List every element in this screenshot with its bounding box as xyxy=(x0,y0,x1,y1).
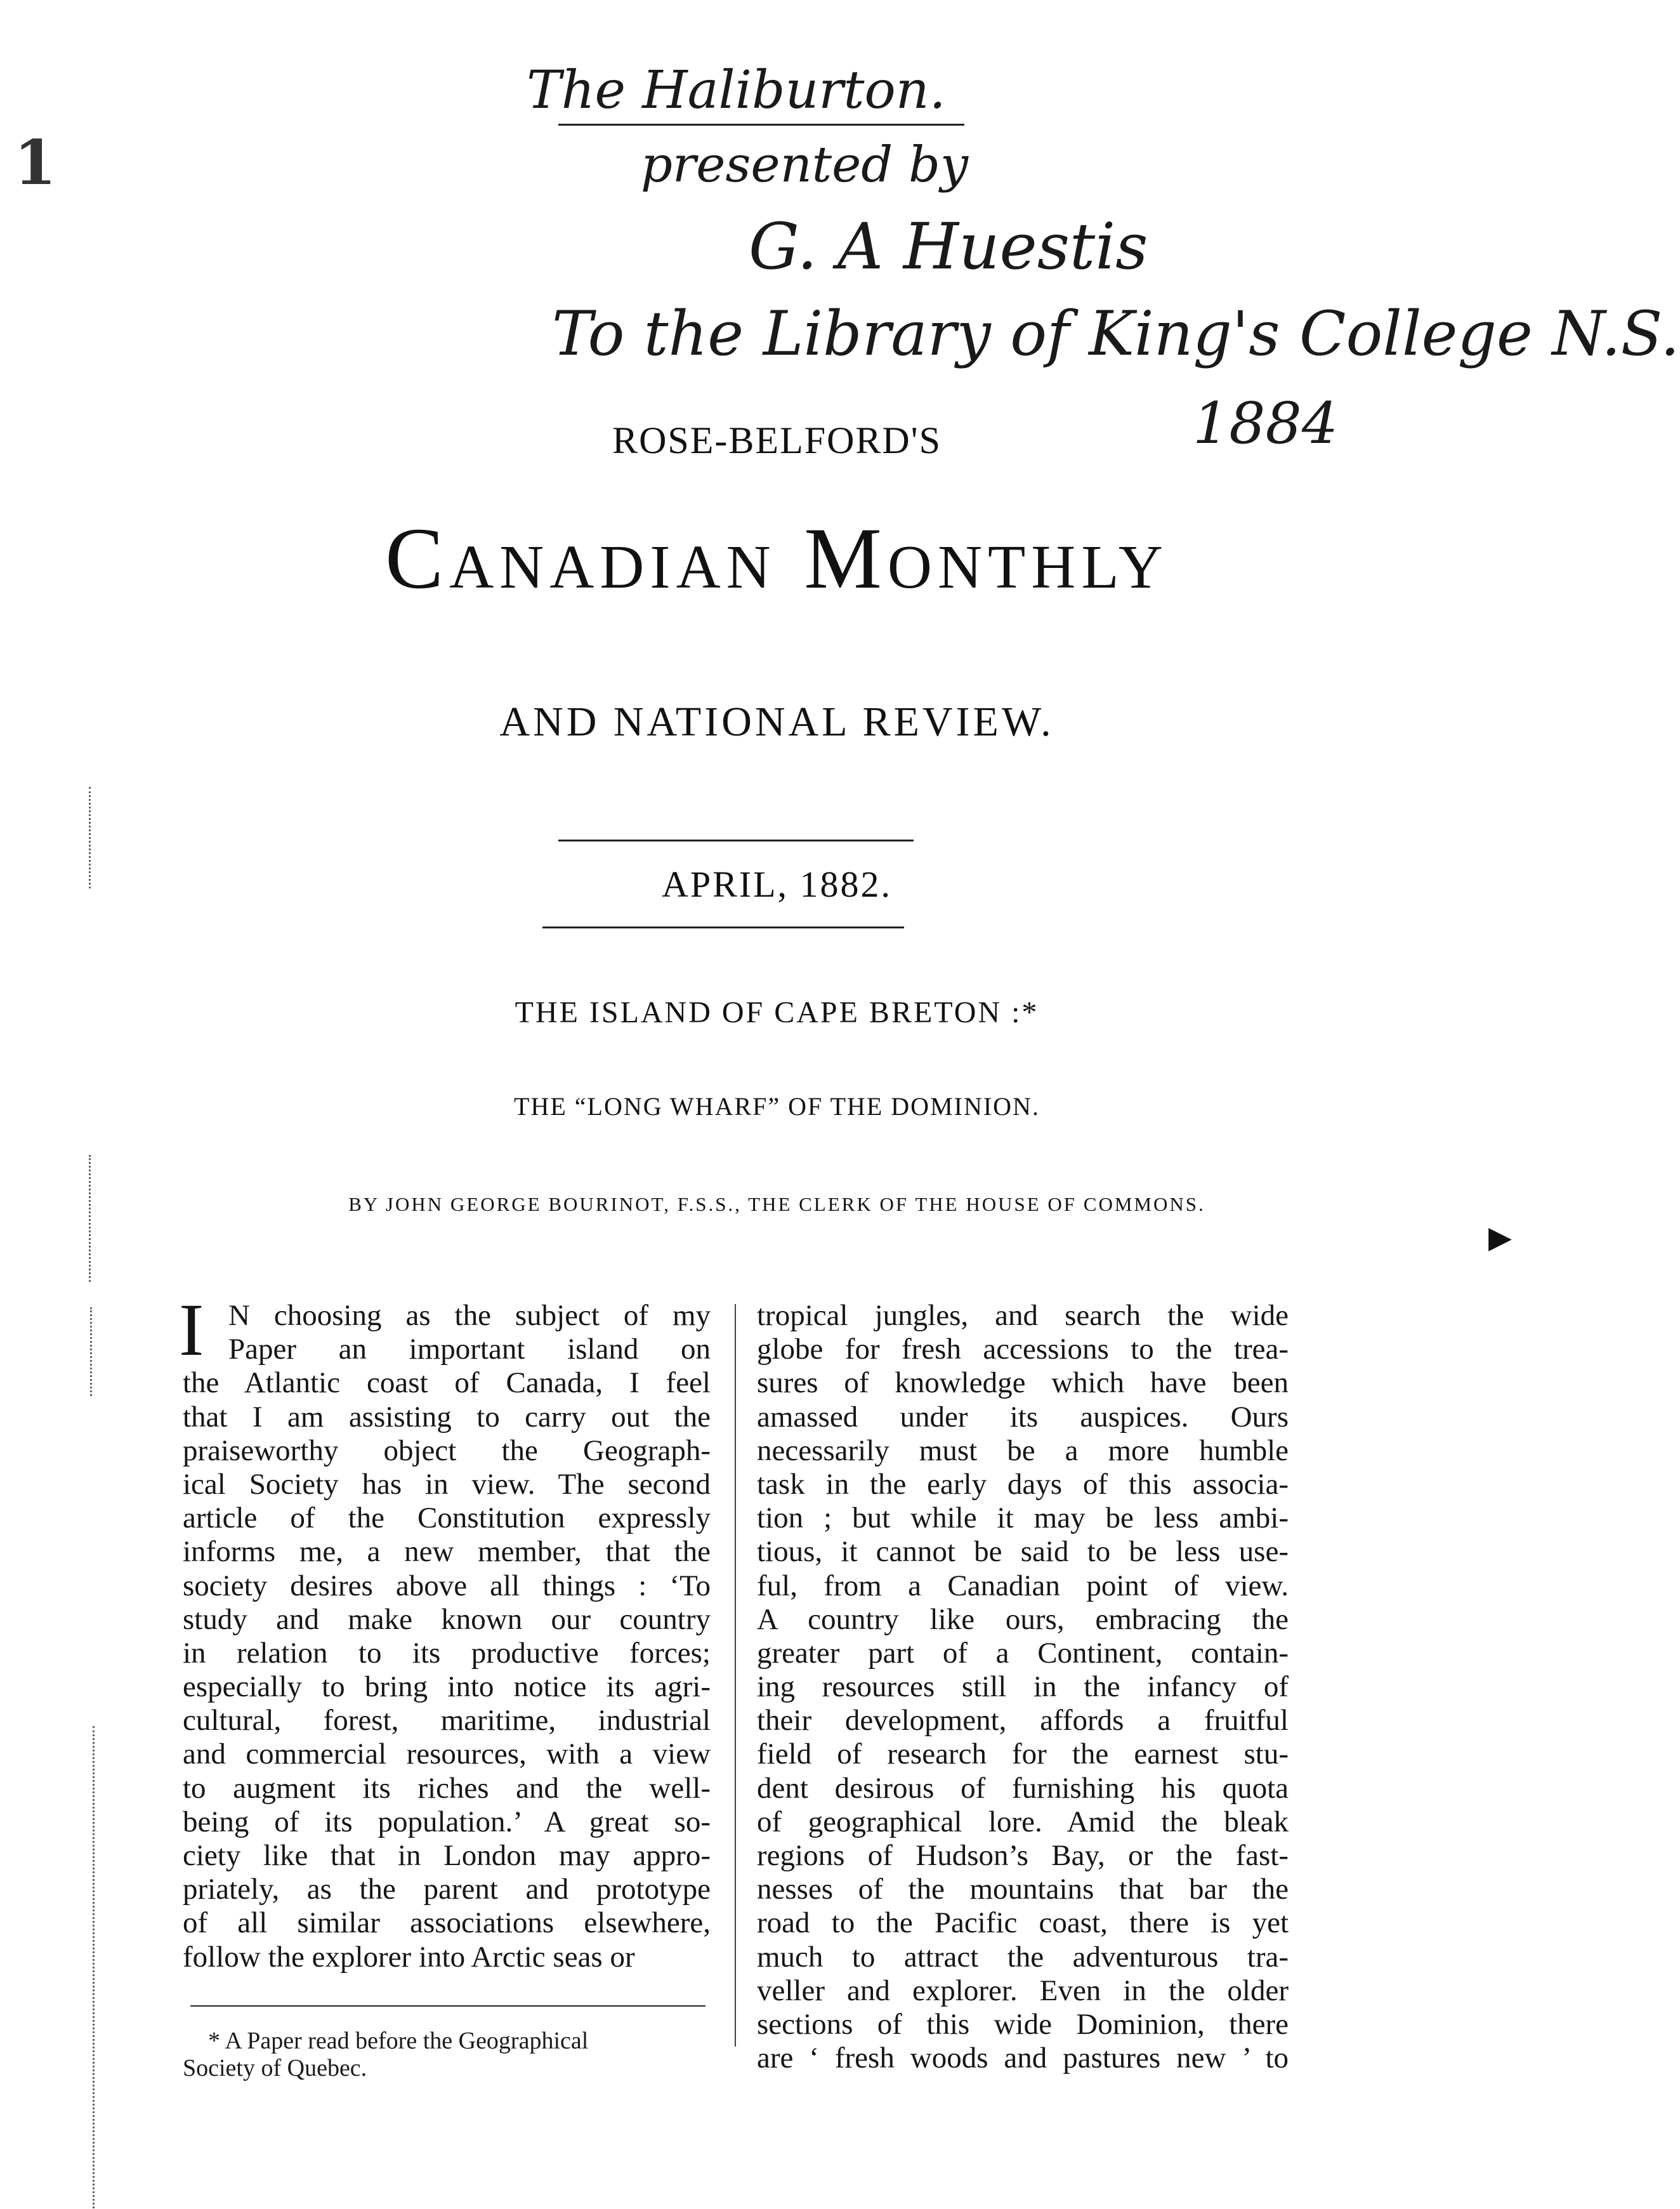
left-line-6: ical Society has in view. The second xyxy=(183,1467,711,1501)
left-line-12: especially to bring into notice its agri- xyxy=(183,1670,711,1704)
left-line-17: ciety like that in London may appro- xyxy=(183,1839,711,1872)
left-line-1: N choosing as the subject of my xyxy=(228,1299,711,1332)
column-divider xyxy=(735,1304,736,2047)
left-line-13: cultural, forest, maritime, industrial xyxy=(183,1704,711,1738)
margin-dots-4 xyxy=(93,1726,96,2208)
left-line-19: of all similar associations elsewhere, xyxy=(183,1906,711,1940)
inscription-line-3: G. A Huestis xyxy=(749,209,1148,284)
right-line-13: their development, affords a fruitful xyxy=(757,1704,1289,1738)
inscription-line-5: 1884 xyxy=(1193,390,1339,457)
right-column xyxy=(757,1299,1289,2075)
left-line-5: praiseworthy object the Geograph- xyxy=(183,1434,711,1467)
right-line-16: of geographical lore. Amid the bleak xyxy=(757,1805,1289,1838)
right-line-9: ful, from a Canadian point of view. xyxy=(757,1569,1289,1602)
issue-date: APRIL, 1882. xyxy=(661,864,893,905)
left-line-15: to augment its riches and the well- xyxy=(183,1771,711,1805)
right-line-18: nesses of the mountains that bar the xyxy=(757,1873,1289,1906)
right-line-6: task in the early days of this associa- xyxy=(757,1467,1289,1501)
right-line-14: field of research for the earnest stu- xyxy=(757,1738,1289,1771)
left-line-18: priately, as the parent and prototype xyxy=(183,1873,711,1906)
right-line-23: are ‘ fresh woods and pastures new ’ to xyxy=(757,2041,1289,2075)
magazine-subtitle: AND NATIONAL REVIEW. xyxy=(499,699,1054,745)
right-line-20: much to attract the adventurous tra- xyxy=(757,1940,1289,1974)
right-line-11: greater part of a Continent, contain- xyxy=(757,1636,1289,1670)
left-line-20: follow the explorer into Arctic seas or xyxy=(183,1940,635,1974)
left-column xyxy=(183,1299,711,1974)
right-line-19: road to the Pacific coast, there is yet xyxy=(757,1906,1289,1940)
left-line-9: society desires above all things : ‘To xyxy=(183,1569,711,1602)
right-line-7: tion ; but while it may be less ambi- xyxy=(757,1501,1289,1535)
left-line-16: being of its population.’ A great so- xyxy=(183,1805,711,1838)
left-line-10: study and make known our country xyxy=(183,1602,711,1636)
right-line-21: veller and explorer. Even in the older xyxy=(757,1974,1289,2007)
right-line-8: tious, it cannot be said to be less use- xyxy=(757,1535,1289,1569)
inscription-underline xyxy=(558,124,964,126)
inscription-line-4: To the Library of King's College N.S. xyxy=(552,298,1680,369)
right-line-15: dent desirous of furnishing his quota xyxy=(757,1771,1289,1805)
left-line-7: article of the Constitution expressly xyxy=(183,1501,711,1535)
right-line-3: sures of knowledge which have been xyxy=(757,1366,1289,1400)
footnote-line-2: Society of Quebec. xyxy=(183,2055,367,2081)
left-line-8: informs me, a new member, that the xyxy=(183,1535,711,1569)
article-title: THE ISLAND OF CAPE BRETON :* xyxy=(515,996,1039,1029)
right-line-1: tropical jungles, and search the wide xyxy=(757,1299,1289,1332)
date-rule-bottom xyxy=(542,926,904,928)
magazine-title: Canadian Monthly xyxy=(385,510,1169,607)
margin-dots-3 xyxy=(90,1307,94,1396)
drop-cap: I xyxy=(179,1288,204,1371)
publisher-name: ROSE-BELFORD'S xyxy=(612,419,942,461)
left-line-14: and commercial resources, with a view xyxy=(183,1738,711,1771)
right-line-5: necessarily must be a more humble xyxy=(757,1434,1289,1467)
left-line-3: the Atlantic coast of Canada, I feel xyxy=(183,1366,711,1400)
right-line-2: globe for fresh accessions to the trea- xyxy=(757,1333,1289,1366)
inscription-line-2: presented by xyxy=(641,136,969,194)
article-subtitle: THE “LONG WHARF” OF THE DOMINION. xyxy=(514,1092,1040,1121)
left-line-11: in relation to its productive forces; xyxy=(183,1636,711,1670)
page-number-mark: 1 xyxy=(14,127,56,199)
margin-dots-2 xyxy=(89,1155,93,1282)
inscription-line-1: The Haliburton. xyxy=(527,60,946,121)
footnote-line-1: * A Paper read before the Geographical xyxy=(208,2028,589,2054)
article-byline: BY JOHN GEORGE BOURINOT, F.S.S., THE CLERK OF THE HOUSE OF COMMONS. xyxy=(348,1193,1205,1215)
right-line-4: amassed under its auspices. Ours xyxy=(757,1400,1289,1434)
arrow-mark-icon: ▶ xyxy=(1488,1220,1512,1255)
right-line-22: sections of this wide Dominion, there xyxy=(757,2007,1289,2041)
right-line-12: ing resources still in the infancy of xyxy=(757,1670,1289,1704)
right-line-17: regions of Hudson’s Bay, or the fast- xyxy=(757,1839,1289,1872)
footnote xyxy=(183,2028,719,2082)
left-line-4: that I am assisting to carry out the xyxy=(183,1400,711,1434)
footnote-rule xyxy=(190,2005,705,2007)
right-line-10: A country like ours, embracing the xyxy=(757,1602,1289,1636)
left-line-2: Paper an important island on xyxy=(228,1333,711,1366)
date-rule-top xyxy=(558,840,914,841)
